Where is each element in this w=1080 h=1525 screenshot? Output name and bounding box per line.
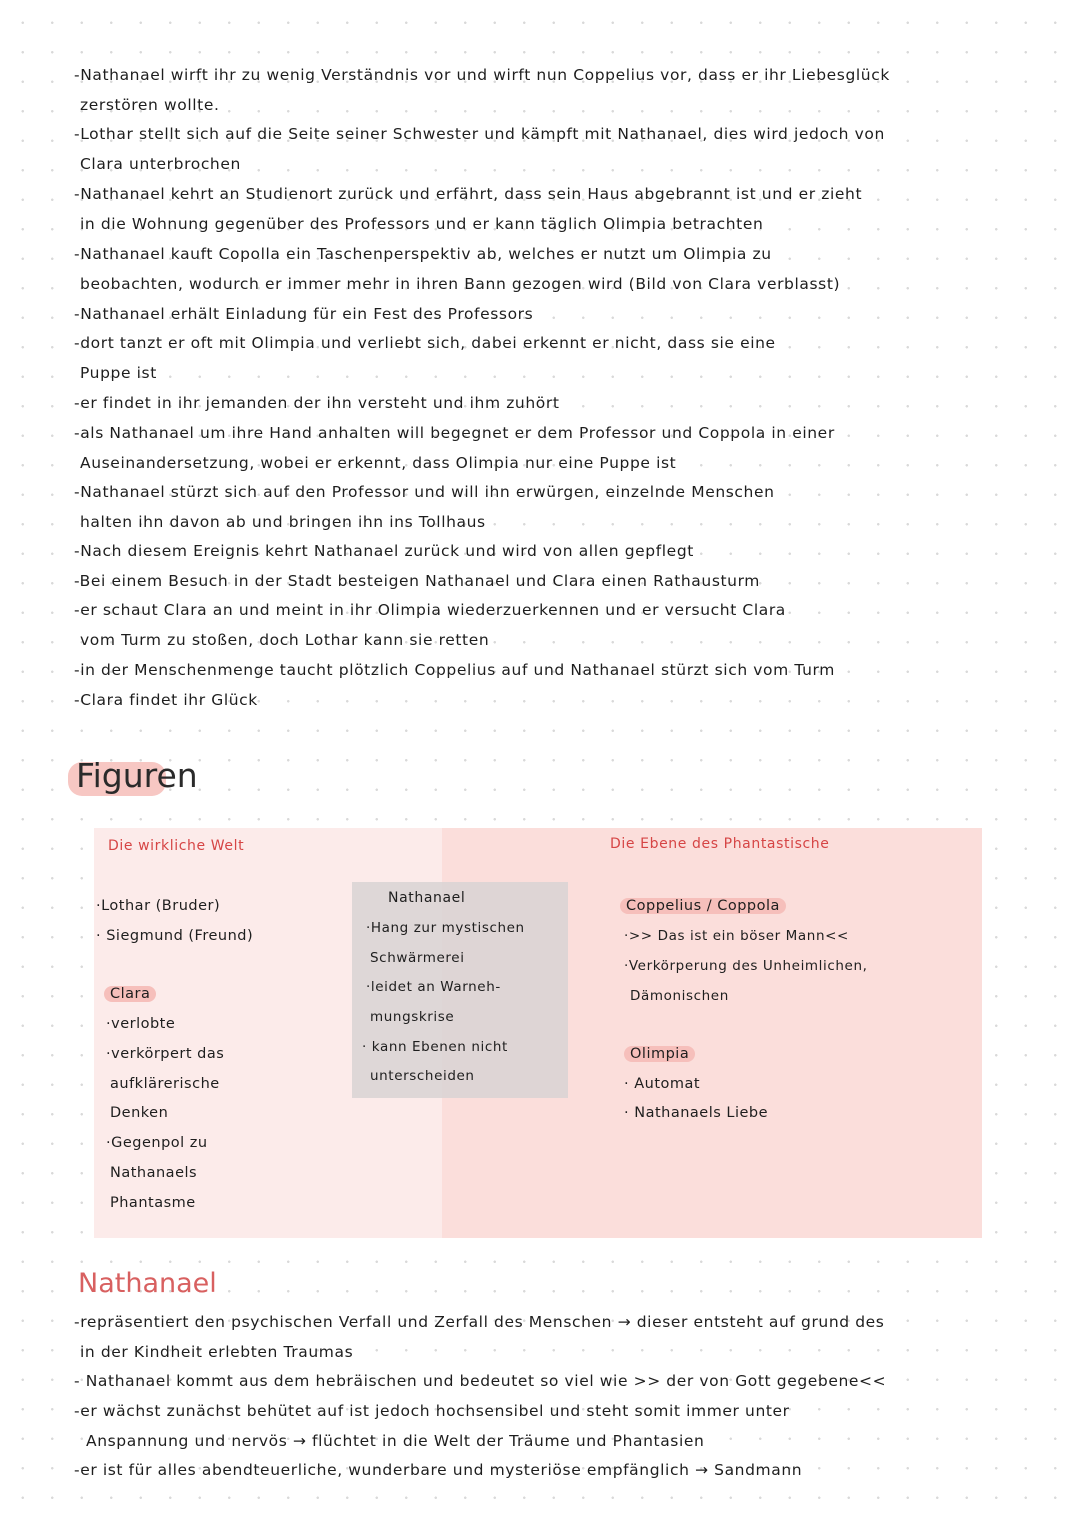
summary-line: Clara unterbrochen bbox=[80, 155, 241, 173]
summary-line: -Nach diesem Ereignis kehrt Nathanael zurück und wird von allen gepflegt bbox=[74, 542, 694, 560]
summary-line: -er findet in ihr jemanden der ihn versteht und ihm zuhört bbox=[74, 394, 560, 412]
clara-line: ·verlobte bbox=[106, 1016, 176, 1032]
summary-line: beobachten, wodurch er immer mehr in ihren Bann gezogen wird (Bild von Clara verblasst) bbox=[80, 275, 841, 293]
fantasy-title: Die Ebene des Phantastische bbox=[610, 836, 830, 852]
nathanael-line: Anspannung und nervös → flüchtet in die Welt der Träume und Phantasien bbox=[86, 1432, 705, 1450]
section-heading-figuren: Figuren bbox=[76, 756, 198, 795]
summary-line: -Lothar stellt sich auf die Seite seiner Schwester und kämpft mit Nathanael, dies wird jedoch von bbox=[74, 125, 885, 143]
coppelius-line: ·>> Das ist ein böser Mann<< bbox=[624, 928, 849, 944]
center-name: Nathanael bbox=[388, 890, 466, 906]
summary-line: -Nathanael erhält Einladung für ein Fest des Professors bbox=[74, 305, 534, 323]
nathanael-line: -er ist für alles abendteuerliche, wunderbare und mysteriöse empfänglich → Sandmann bbox=[74, 1461, 803, 1479]
clara-label bbox=[104, 986, 156, 1002]
center-line: Schwärmerei bbox=[370, 950, 465, 966]
clara-line: Nathanaels bbox=[110, 1165, 198, 1181]
summary-line: -dort tanzt er oft mit Olimpia und verliebt sich, dabei erkennt er nicht, dass sie eine bbox=[74, 334, 776, 352]
summary-line: -Nathanael kauft Copolla ein Taschenperspektiv ab, welches er nutzt um Olimpia zu bbox=[74, 245, 772, 263]
summary-line: halten ihn davon ab und bringen ihn ins Tollhaus bbox=[80, 513, 486, 531]
summary-line: vom Turm zu stoßen, doch Lothar kann sie retten bbox=[80, 631, 490, 649]
summary-line: Auseinandersetzung, wobei er erkennt, dass Olimpia nur eine Puppe ist bbox=[80, 454, 677, 472]
summary-line: -Nathanael wirft ihr zu wenig Verständnis vor und wirft nun Coppelius vor, dass er ihr Liebesglück bbox=[74, 66, 890, 84]
nathanael-line: - Nathanael kommt aus dem hebräischen und bedeutet so viel wie >> der von Gott gegebene<< bbox=[74, 1372, 887, 1390]
center-line: ·Hang zur mystischen bbox=[366, 920, 525, 936]
summary-line: -Clara findet ihr Glück bbox=[74, 691, 258, 709]
summary-line: -Nathanael stürzt sich auf den Professor und will ihn erwürgen, einzelnde Menschen bbox=[74, 483, 775, 501]
coppelius-label bbox=[620, 898, 786, 914]
clara-line: Phantasme bbox=[110, 1195, 196, 1211]
summary-line: zerstören wollte. bbox=[80, 96, 220, 114]
olimpia-label bbox=[624, 1046, 695, 1062]
center-line: mungskrise bbox=[370, 1009, 455, 1025]
clara-line: Denken bbox=[110, 1105, 169, 1121]
clara-line: ·Gegenpol zu bbox=[106, 1135, 208, 1151]
section-heading-nathanael: Nathanael bbox=[78, 1268, 217, 1299]
coppelius-line: ·Verkörperung des Unheimlichen, bbox=[624, 958, 868, 974]
nathanael-line: -er wächst zunächst behütet auf ist jedoch hochsensibel und steht somit immer unter bbox=[74, 1402, 790, 1420]
real-world-title: Die wirkliche Welt bbox=[108, 838, 245, 854]
olimpia-line: · Nathanaels Liebe bbox=[624, 1105, 769, 1121]
center-line: ·leidet an Warneh- bbox=[366, 979, 501, 995]
olimpia-name: Olimpia bbox=[624, 1046, 695, 1062]
clara-line: ·verkörpert das bbox=[106, 1046, 225, 1062]
character-item: ·Lothar (Bruder) bbox=[96, 898, 221, 914]
summary-line: -als Nathanael um ihre Hand anhalten will begegnet er dem Professor und Coppola in einer bbox=[74, 424, 835, 442]
center-line: · kann Ebenen nicht bbox=[362, 1039, 508, 1055]
summary-line: -Bei einem Besuch in der Stadt besteigen Nathanael und Clara einen Rathausturm bbox=[74, 572, 761, 590]
clara-line: aufklärerische bbox=[110, 1076, 220, 1092]
coppelius-line: Dämonischen bbox=[630, 988, 729, 1004]
olimpia-line: · Automat bbox=[624, 1076, 701, 1092]
summary-line: -er schaut Clara an und meint in ihr Olimpia wiederzuerkennen und er versucht Clara bbox=[74, 601, 786, 619]
summary-line: Puppe ist bbox=[80, 364, 157, 382]
summary-line: -Nathanael kehrt an Studienort zurück und erfährt, dass sein Haus abgebrannt ist und er zieht bbox=[74, 185, 863, 203]
nathanael-line: in der Kindheit erlebten Traumas bbox=[80, 1343, 354, 1361]
clara-name: Clara bbox=[104, 986, 156, 1002]
center-line: unterscheiden bbox=[370, 1068, 475, 1084]
character-item: · Siegmund (Freund) bbox=[96, 928, 254, 944]
summary-line: -in der Menschenmenge taucht plötzlich Coppelius auf und Nathanael stürzt sich vom Turm bbox=[74, 661, 835, 679]
coppelius-name: Coppelius / Coppola bbox=[620, 898, 786, 914]
summary-line: in die Wohnung gegenüber des Professors und er kann täglich Olimpia betrachten bbox=[80, 215, 764, 233]
nathanael-line: -repräsentiert den psychischen Verfall und Zerfall des Menschen → dieser entsteht auf grund des bbox=[74, 1313, 885, 1331]
